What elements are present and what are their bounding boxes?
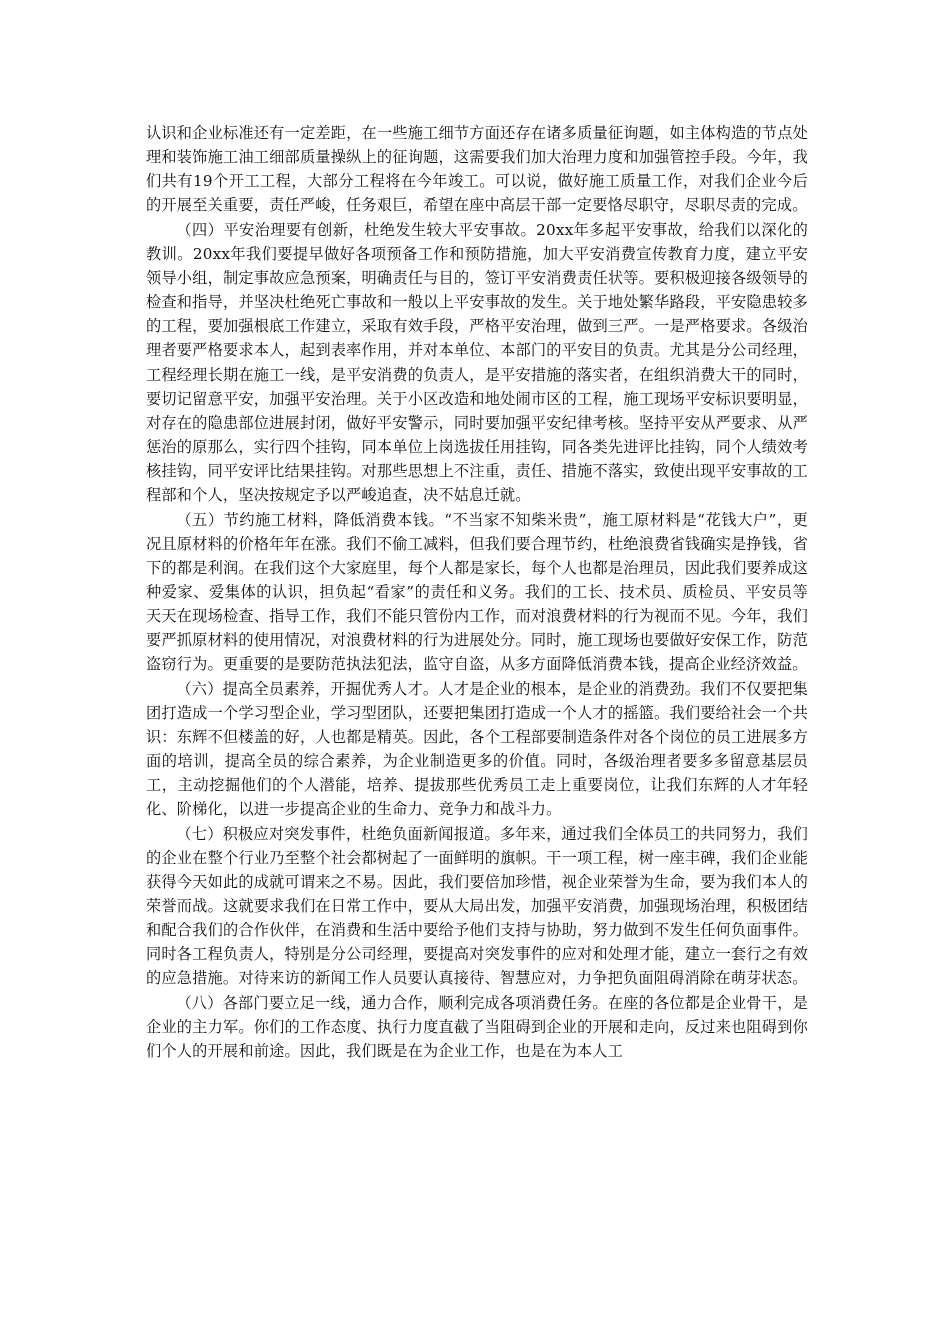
paragraph-emergency-response: （七）积极应对突发事件，杜绝负面新闻报道。多年来，通过我们全体员工的共同努力，我们的企业在整个行业乃至整个社会都树起了一面鲜明的旗帜。干一项工程，树一座丰碑，我们企业能获得今天如此的成就可谓来之不易。因此，我们要倍加珍惜，视企业荣誉为生命，要为我们本人的荣誉而战。这就要求我们在日常工作中，要从大局出发，加强平安消费，加强现场治理，积极团结和配合我们的合作伙伴，在消费和生活中要给予他们支持与协助，努力做到不发生任何负面事件。同时各工程负责人，特别是分公司经理，要提高对突发事件的应对和处理才能，建立一套行之有效的应急措施。对待来访的新闻工作人员要认真接待、智慧应对，力争把负面阻碍消除在萌芽状态。 (146, 824, 808, 988)
paragraph-talent-development: （六）提高全员素养，开掘优秀人才。人才是企业的根本，是企业的消费劲。我们不仅要把集团打造成一个学习型企业，学习型团队，还要把集团打造成一个人才的摇篮。我们要给社会一个共识：东辉不但楼盖的好，人也都是精英。因此，各个工程部要制造条件对各个岗位的员工进展多方面的培训，提高全员的综合素养，为企业制造更多的价值。同时，各级治理者要多多留意基层员工，主动挖掘他们的个人潜能，培养、提拔那些优秀员工走上重要岗位，让我们东辉的人才年轻化、阶梯化，以进一步提高企业的生命力、竞争力和战斗力。 (146, 679, 808, 819)
paragraph-safety-management: （四）平安治理要有创新，杜绝发生较大平安事故。20xx年多起平安事故，给我们以深化的教训。20xx年我们要提早做好各项预备工作和预防措施，加大平安消费宣传教育力度，建立平安领导小组，制定事故应急预案，明确责任与目的，签订平安消费责任状等。要积极迎接各级领导的检查和指导，并坚决杜绝死亡事故和一般以上平安事故的发生。关于地处繁华路段，平安隐患较多的工程，要加强根底工作建立，采取有效手段，严格平安治理，做到三严。一是严格要求。各级治理者要严格要求本人，起到表率作用，并对本单位、本部门的平安目的负责。尤其是分公司经理，工程经理长期在施工一线，是平安消费的负责人，是平安措施的落实者，在组织消费大干的同时，要切记留意平安，加强平安治理。关于小区改造和地处闹市区的工程，施工现场平安标识要明显，对存在的隐患部位进展封闭，做好平安警示，同时要加强平安纪律考核。坚持平安从严要求、从严惩治的原那么，实行四个挂钩，同本单位上岗选拔任用挂钩，同各类先进评比挂钩，同个人绩效考核挂钩，同平安评比结果挂钩。对那些思想上不注重，责任、措施不落实，致使出现平安事故的工程部和个人，坚决按规定予以严峻追查，决不姑息迁就。 (146, 220, 808, 505)
paragraph-material-saving: （五）节约施工材料，降低消费本钱。“不当家不知柴米贵”，施工原材料是“花钱大户”，更况且原材料的价格年年在涨。我们不偷工减料，但我们要合理节约，杜绝浪费省钱确实是挣钱，省下的都是利润。在我们这个大家庭里，每个人都是家长，每个人也都是治理员，因此我们要养成这种爱家、爱集体的认识，担负起“看家”的责任和义务。我们的工长、技术员、质检员、平安员等天天在现场检查、指导工作，我们不能只管份内工作，而对浪费材料的行为视而不见。今年，我们要严抓原材料的使用情况，对浪费材料的行为进展处分。同时，施工现场也要做好安保工作，防范盗窃行为。更重要的是要防范执法犯法，监守自盗，从多方面降低消费本钱，提高企业经济效益。 (146, 510, 808, 674)
paragraph-quality-continued: 认识和企业标准还有一定差距，在一些施工细节方面还存在诸多质量征询题，如主体构造的节点处理和装饰施工油工细部质量操纵上的征询题，这需要我们加大治理力度和加强管控手段。今年，我们共有19个开工工程，大部分工程将在今年竣工。可以说，做好施工质量工作，对我们企业今后的开展至关重要，责任严峻，任务艰巨，希望在座中高层干部一定要恪尽职守，尽职尽责的完成。 (146, 124, 808, 215)
paragraph-department-cooperation: （八）各部门要立足一线，通力合作，顺利完成各项消费任务。在座的各位都是企业骨干，是企业的主力军。你们的工作态度、执行力度直截了当阻碍到企业的开展和走向，反过来也阻碍到你们个人的开展和前途。因此，我们既是在为企业工作，也是在为本人工 (146, 993, 808, 1060)
document-page (146, 121, 808, 1063)
